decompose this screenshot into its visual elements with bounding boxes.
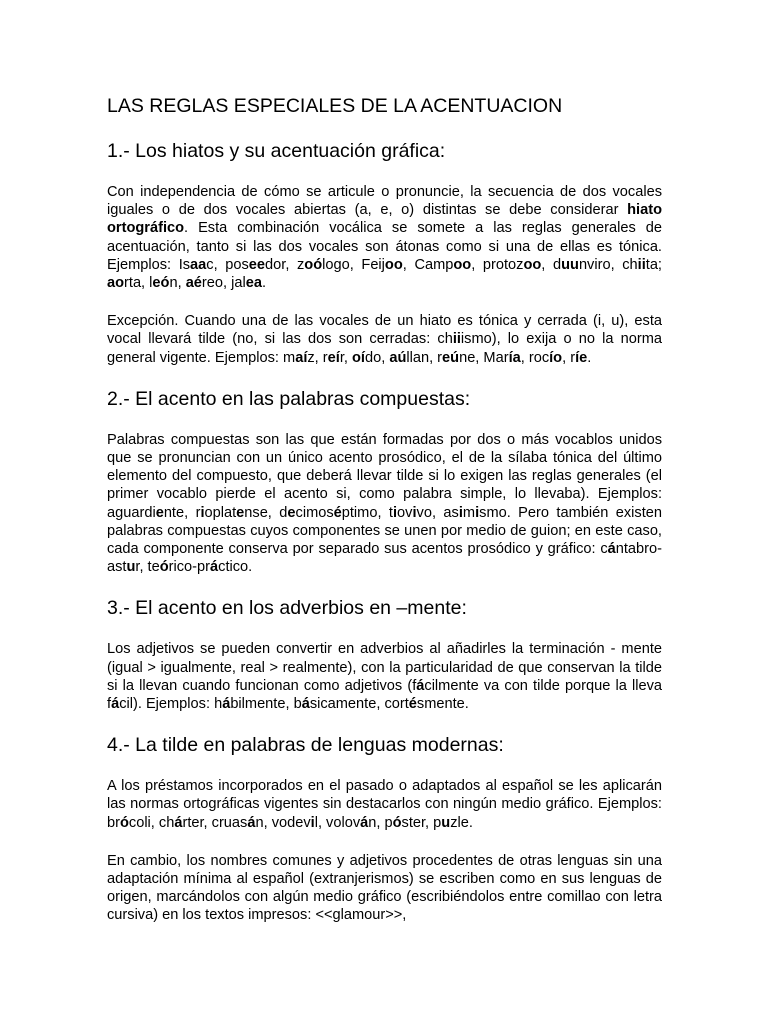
emphasized-text: aú xyxy=(389,349,407,366)
body-paragraph: A los préstamos incorporados en el pasado o adaptados al español se les aplicarán las normas ortográficas vigentes sin destacarlos con ningún medio gráfico. Ejemplos: brócoli, chárter, cruasán, vodevil, volován, póster, puzle. xyxy=(107,778,662,831)
emphasized-text: ii xyxy=(637,256,646,273)
emphasized-text: ó xyxy=(392,814,402,831)
emphasized-text: oo xyxy=(523,256,542,273)
emphasized-text: eú xyxy=(442,349,460,366)
emphasized-text: e xyxy=(287,504,296,521)
emphasized-text: á xyxy=(222,696,231,713)
document-body xyxy=(107,139,662,925)
emphasized-text: ío xyxy=(549,349,563,366)
emphasized-text: e xyxy=(155,504,164,521)
emphasized-text: íe xyxy=(575,349,588,366)
emphasized-text: aí xyxy=(295,349,308,366)
emphasized-text: i xyxy=(475,504,480,521)
emphasized-text: ii xyxy=(452,331,461,348)
emphasized-text: i xyxy=(392,504,398,521)
emphasized-text: uu xyxy=(561,256,579,273)
emphasized-text: oí xyxy=(352,349,365,366)
emphasized-text: á xyxy=(301,696,310,713)
body-paragraph: En cambio, los nombres comunes y adjetivos procedentes de otras lenguas sin una adaptación mínima al español (extranjerismos) se escriben como en sus lenguas de origen, marcándolos con algún medio gráfico (escribiéndolos entre comillao con letra cursiva) en los textos impresos: <<glamour>>, xyxy=(107,852,662,924)
emphasized-text: aé xyxy=(185,275,202,292)
emphasized-text: eí xyxy=(327,349,340,366)
emphasized-text: aa xyxy=(190,256,207,273)
emphasized-text: oo xyxy=(453,256,472,273)
emphasized-text: á xyxy=(210,559,219,576)
emphasized-text: é xyxy=(333,504,342,521)
emphasized-text: é xyxy=(408,696,417,713)
emphasized-text: ee xyxy=(248,256,266,273)
emphasized-text: á xyxy=(360,814,369,831)
body-paragraph: Con independencia de cómo se articule o pronuncie, la secuencia de dos vocales iguales o de dos vocales abiertas (a, e, o) distintas se debe considerar hiato ortográfico. Esta combinación vocálica se somete a las reglas generales de acentuación, tanto si las dos vocales son átonas como si una de ellas es tónica. Ejemplos: Isaac, poseedor, zoólogo, Feijoo, Campoo, protozoo, duunviro, chiita; aorta, león, aéreo, jalea. xyxy=(107,184,662,292)
emphasized-text: á xyxy=(111,696,120,713)
emphasized-text: oó xyxy=(304,256,323,273)
emphasized-text: ía xyxy=(508,349,521,366)
section-heading: 3.- El acento en los adverbios en –mente: xyxy=(107,597,467,620)
body-paragraph: Palabras compuestas son las que están formadas por dos o más vocablos unidos que se pronuncian con un único acento prosódico, el de la sílaba tónica del último elemento del compuesto, que deberá llevar tilde si lo exigen las reglas generales (el primer vocablo pierde el acento si, como palabra simple, lo llevaba). Ejemplos: aguardiente, rioplatense, decimoséptimo, tiovivo, asimismo. Pero también existen palabras compuestas cuyos componentes se unen por medio de guion; en este caso, cada componente conserva por separado sus acentos prosódico y gráfico: cántabro-astur, teórico-práctico. xyxy=(107,431,662,576)
emphasized-text: á xyxy=(416,677,425,694)
emphasized-text: i xyxy=(200,504,205,521)
section-heading: 1.- Los hiatos y su acentuación gráfica: xyxy=(107,140,446,162)
emphasized-text: hiato ortográfico xyxy=(107,202,662,237)
section-heading: 4.- La tilde en palabras de lenguas modernas: xyxy=(107,734,504,757)
emphasized-text: i xyxy=(412,504,417,521)
body-paragraph: Excepción. Cuando una de las vocales de un hiato es tónica y cerrada (i, u), esta vocal llevará tilde (no, si las dos son cerradas: chiiismo), lo exija o no la norma general vigente. Ejemplos: maíz, reír, oído, aúllan, reúne, María, rocío, ríe. xyxy=(107,313,662,366)
emphasized-text: ao xyxy=(107,275,125,292)
body-paragraph: Los adjetivos se pueden convertir en adverbios al añadirles la terminación - mente (igual > igualmente, real > realmente), con la particularidad de que conservan la tilde si la llevan cuando funcionan como adjetivos (fácilmente va con tilde porque la lleva fácil). Ejemplos: hábilmente, básicamente, cortésmente. xyxy=(107,641,663,713)
emphasized-text: ó xyxy=(159,559,169,576)
emphasized-text: u xyxy=(126,559,136,576)
section-heading: 2.- El acento en las palabras compuestas: xyxy=(107,387,471,410)
document-title: LAS REGLAS ESPECIALES DE LA ACENTUACION xyxy=(107,95,563,117)
emphasized-text: i xyxy=(310,814,315,831)
emphasized-text: i xyxy=(458,504,463,521)
emphasized-text: ea xyxy=(245,275,262,292)
emphasized-text: e xyxy=(236,504,245,521)
emphasized-text: oo xyxy=(384,256,403,273)
emphasized-text: ó xyxy=(119,814,129,831)
emphasized-text: á xyxy=(247,814,256,831)
emphasized-text: u xyxy=(441,814,451,831)
emphasized-text: eó xyxy=(152,275,170,292)
emphasized-text: á xyxy=(174,814,183,831)
emphasized-text: á xyxy=(607,541,616,558)
